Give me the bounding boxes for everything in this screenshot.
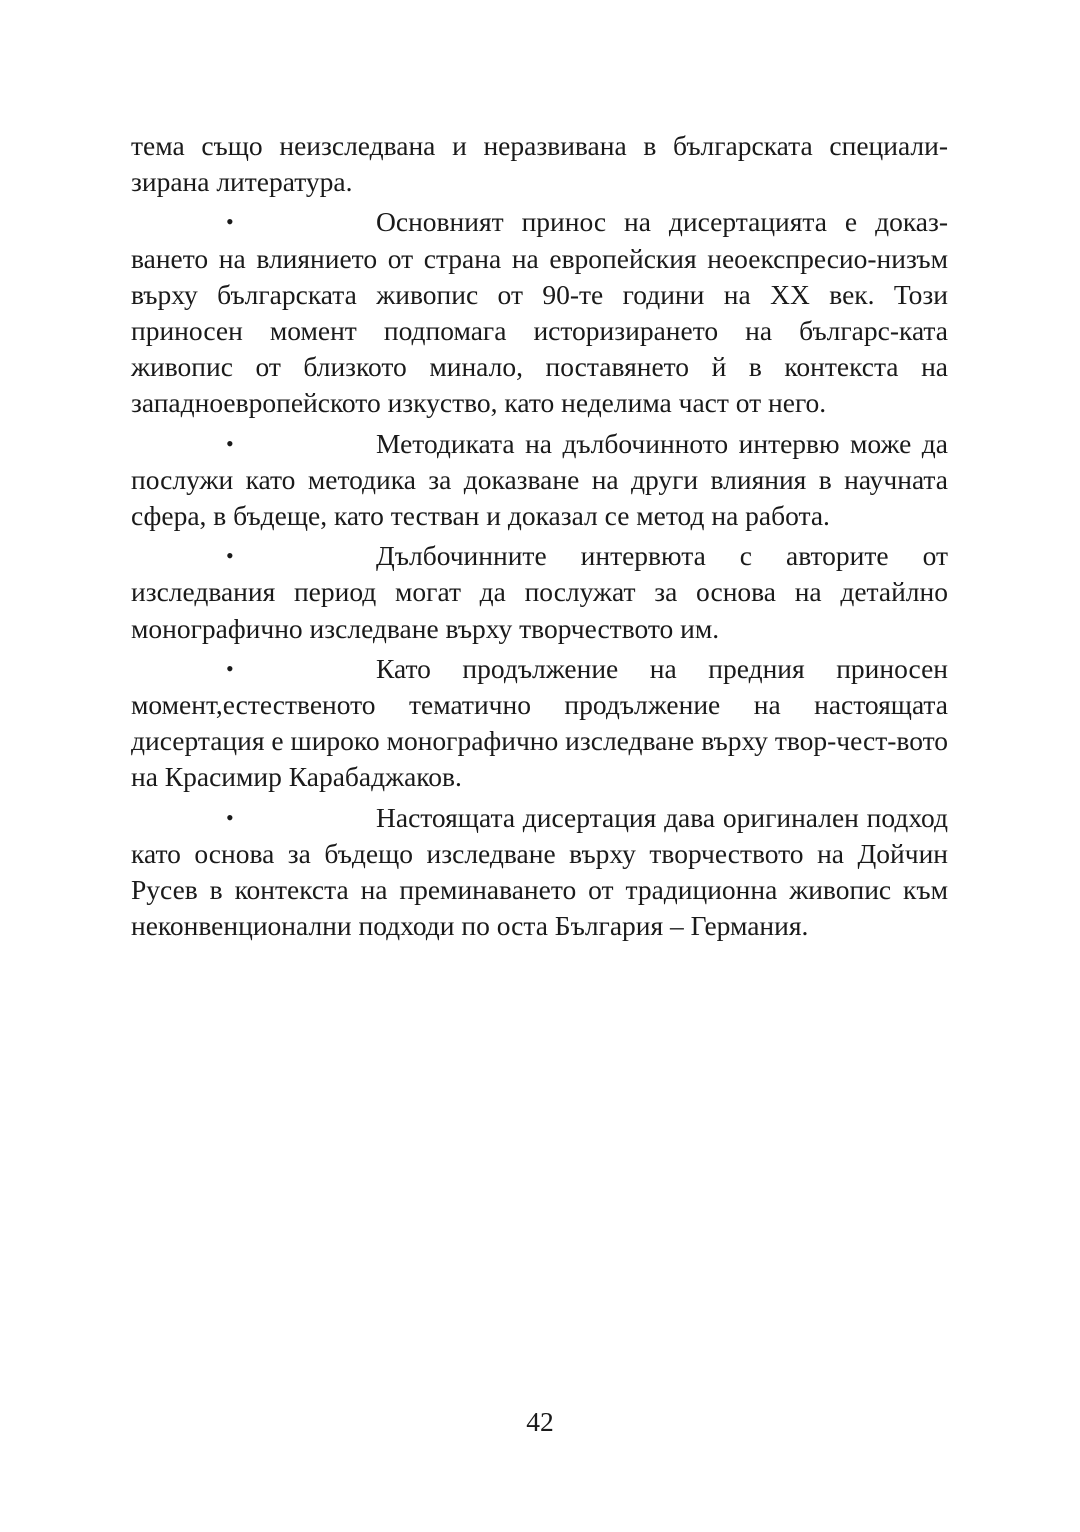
bullet-text: Основният принос на дисертацията е доказ-ването на влиянието от страна на европейския неоекспресио-низъм върху българската живопис от 90-те години на XX век. Този приносен момент подпомага историзирането на българс-ката живопис от близкото минало, поставянето й в контекста на западноевропейското изкуство, като неделима част от него. — [131, 206, 948, 419]
bullet-item-5 — [131, 800, 948, 945]
bullet-text: Като продължение на предния приносен момент,естественото тематично продължение на настоящата дисертация е широко монографично изследване върху твор-чест-вото на Красимир Карабаджаков. — [131, 652, 948, 793]
intro-paragraph: тема също неизследвана и неразвивана в българската специали-зирана литература. — [131, 130, 948, 198]
page-number: 42 — [526, 1406, 554, 1437]
bullet-icon: • — [226, 804, 234, 830]
bullet-item-2 — [131, 426, 948, 535]
bullet-icon: • — [226, 543, 234, 569]
bullet-item-1 — [131, 204, 948, 421]
bullet-text: Настоящата дисертация дава оригинален подход като основа за бъдещо изследване върху творчеството на Дойчин Русев в контекста на преминаването от традиционна живопис към неконвенционални подходи по оста България – Германия. — [131, 801, 948, 942]
bullet-text: Дълбочинните интервюта с авторите от изследвания период могат да послужат за основа на детайлно монографично изследване върху творчеството им. — [131, 540, 948, 644]
page-body — [131, 128, 948, 948]
bullet-icon: • — [226, 430, 234, 456]
bullet-item-3 — [131, 538, 948, 647]
bullet-icon: • — [226, 655, 234, 681]
bullet-item-4 — [131, 651, 948, 796]
bullet-text: Методиката на дълбочинното интервю може да послужи като методика за доказване на други влияния в научната сфера, в бъдеще, като тестван и доказал се метод на работа. — [131, 427, 948, 532]
bullet-icon: • — [226, 209, 234, 235]
